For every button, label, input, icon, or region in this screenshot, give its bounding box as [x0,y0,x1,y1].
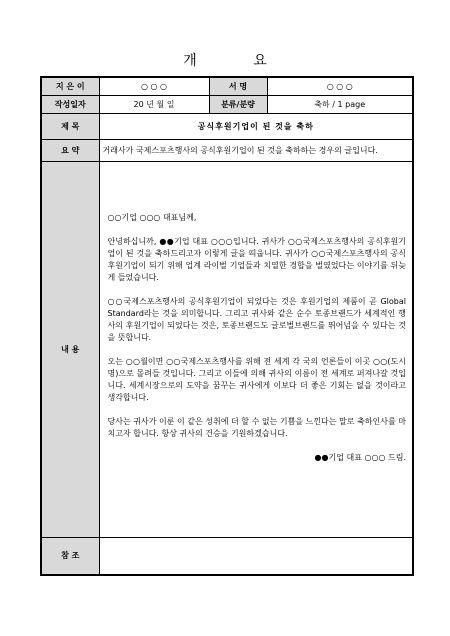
content-body [99,161,413,537]
reference-label: 참 조 [41,537,99,575]
reference-value [99,537,413,575]
date-value: 20 년 월 일 [99,95,209,113]
content-paragraph: ○○국제스포츠행사의 공식후원기업이 되었다는 것은 후원기업의 제품이 곧 Global Standard라는 것을 의미합니다. 그리고 귀사와 같은 순수 토종브랜드가 세계적인 행사의 후원기업이 되었다는 것은, 토종브랜드도 글로벌브랜드를 뛰어넘을 수 있다는 것을 뜻합니다. [107,296,406,342]
content-label: 내 용 [41,161,99,537]
signature-label: 서 명 [209,77,267,95]
signature-value: ○ ○ ○ [267,77,413,95]
category-label: 분류/분량 [209,95,267,113]
subject-value: 공식후원기업이 된 것을 축하 [99,113,413,139]
category-value: 축하 / 1 page [267,95,413,113]
author-label: 지 은 이 [41,77,99,95]
document-title: 개 요 [183,53,293,69]
summary-label: 요 약 [41,139,99,161]
summary-value: 거래사가 국제스포츠행사의 공식후원기업이 된 것을 축하하는 경우의 글입니다. [99,139,413,161]
content-paragraph: 당사는 귀사가 이룬 이 같은 성취에 더 할 수 없는 기쁨을 느낀다는 말로 축하인사를 마치고자 합니다. 항상 귀사의 건승을 기원하겠습니다. [107,416,406,438]
subject-label: 제 목 [41,113,99,139]
content-signature: ●●기업 대표 ○○○ 드림. [314,452,406,462]
author-value: ○ ○ ○ [99,77,209,95]
content-paragraph: 안녕하십니까, ●●기업 대표 ○○○입니다. 귀사가 ○○국제스포츠행사의 공식후원기업이 된 것을 축하드리고자 이렇게 글을 띄웁니다. 귀사가 ○○국제스포츠행사의 공식후원기업이 되기 위해 업계 라이벌 기업들과 치열한 경합을 벌였었다는 이야기를 뒤늦게 들었습니다. [107,236,406,282]
overview-table [40,76,414,576]
date-label: 작성일자 [41,95,99,113]
content-paragraph: 오는 ○○월이면 ○○국제스포츠행사를 위해 전 세계 각 국의 언론들이 이곳 ○○(도시명)으로 몰려들 것입니다. 그리고 이들에 의해 귀사의 이름이 전 세계로 퍼져나갈 것입니다. 세계시장으로의 도약을 꿈꾸는 귀사에게 이보다 더 좋은 기회는 없을 것이라고 생각합니다. [107,356,406,402]
content-greeting: ○○기업 ○○○ 대표님께, [107,212,197,222]
